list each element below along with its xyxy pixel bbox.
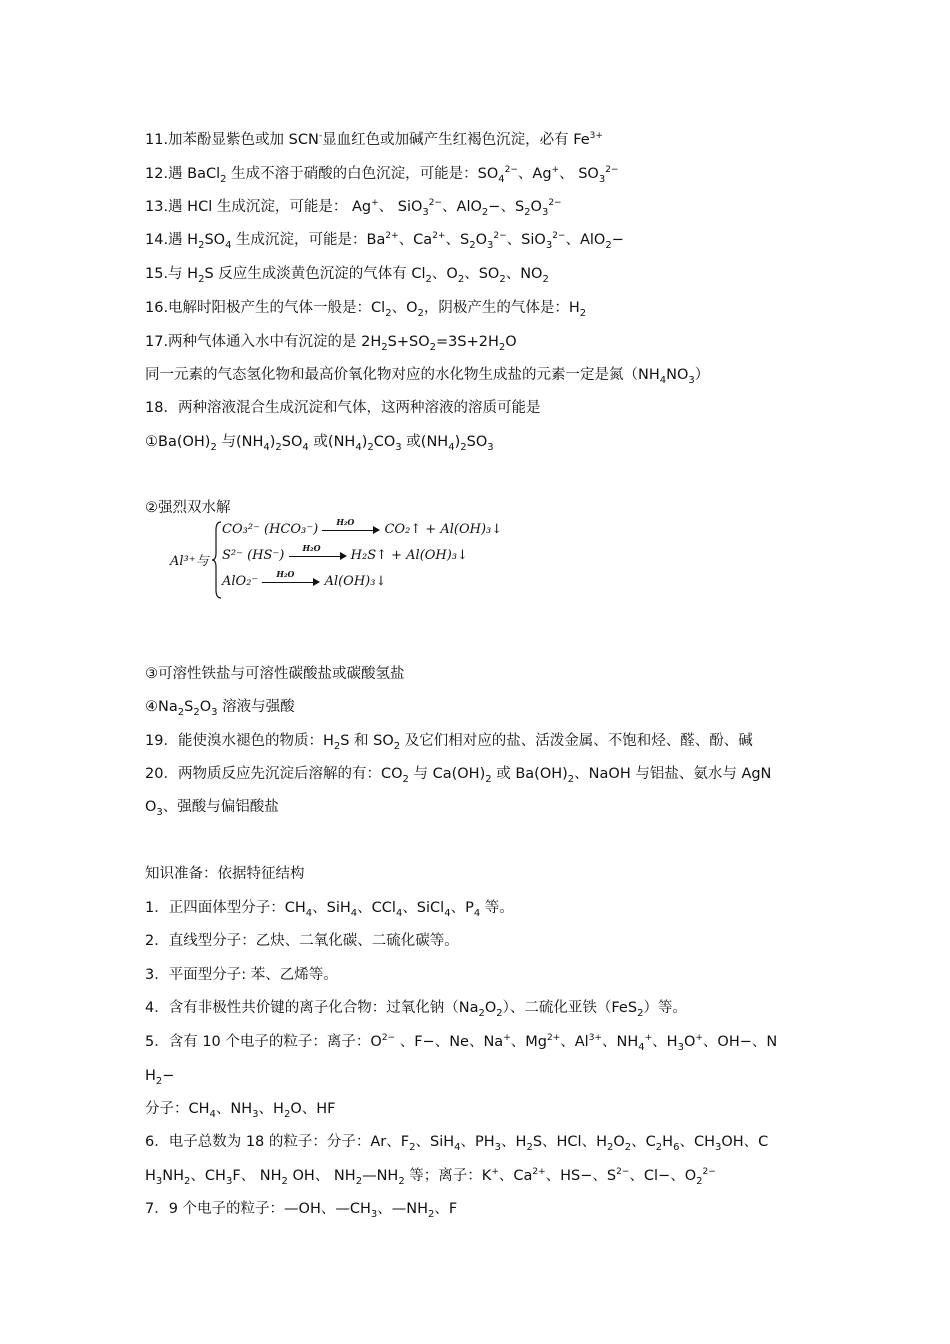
superscript: + bbox=[491, 1167, 499, 1177]
subscript: 4 bbox=[395, 908, 403, 919]
text-segment: ) bbox=[361, 434, 368, 450]
text-segment: 、NH bbox=[215, 1101, 253, 1117]
text-segment: 、SiH bbox=[312, 900, 351, 916]
subscript: 2 bbox=[460, 442, 467, 453]
text-segment: 、 SiO bbox=[378, 199, 423, 215]
subscript: 4 bbox=[263, 442, 270, 453]
subscript: 3 bbox=[714, 1142, 722, 1153]
text-line-l20b bbox=[145, 797, 279, 819]
subscript: 4 bbox=[305, 908, 313, 919]
text-segment: 11.加苯酚显紫色或加 SCN bbox=[145, 132, 319, 148]
text-line-k5 bbox=[145, 1032, 777, 1054]
text-line-l18c bbox=[145, 664, 405, 684]
text-line-l12 bbox=[145, 164, 618, 186]
subscript: 2 bbox=[283, 1109, 291, 1120]
equation-lead: Al³⁺与 bbox=[170, 554, 209, 569]
text-segment: 知识准备：依据特征结构 bbox=[145, 866, 305, 882]
subscript: 2 bbox=[524, 207, 531, 218]
text-segment: 5．含有 10 个电子的粒子：离子：O bbox=[145, 1034, 382, 1050]
subscript: 3 bbox=[156, 807, 163, 818]
subscript: 4 bbox=[350, 908, 358, 919]
product: CO₂↑ + Al(OH)₃↓ bbox=[384, 522, 503, 537]
text-line-l18b bbox=[145, 498, 231, 518]
text-segment: 、Ca bbox=[498, 1168, 533, 1184]
text-segment: H bbox=[145, 1168, 156, 1184]
superscript: 2− bbox=[616, 1167, 630, 1177]
text-segment: 、NH bbox=[601, 1034, 639, 1050]
text-segment: CO bbox=[373, 434, 396, 450]
superscript: 2+ bbox=[532, 1167, 546, 1177]
text-segment: O、HF bbox=[290, 1101, 336, 1117]
text-segment: 、H bbox=[652, 1034, 678, 1050]
text-segment: 、SO bbox=[464, 266, 500, 282]
subscript: 3 bbox=[370, 1209, 378, 1220]
text-segment: 6．电子总数为 18 的粒子：分子：Ar、F bbox=[145, 1134, 410, 1150]
text-line-l14 bbox=[145, 230, 624, 252]
text-segment: 、 SO bbox=[559, 166, 599, 182]
text-segment: 、SiO bbox=[506, 232, 546, 248]
text-line-l18a bbox=[145, 432, 494, 454]
text-segment: 、Ca bbox=[398, 232, 433, 248]
text-segment: H bbox=[145, 1068, 156, 1084]
subscript: 2 bbox=[381, 342, 388, 353]
text-segment: O bbox=[475, 232, 487, 248]
text-line-l18 bbox=[145, 398, 540, 418]
subscript: 2 bbox=[275, 442, 282, 453]
text-segment: ②强烈双水解 bbox=[145, 500, 231, 516]
subscript: 4 bbox=[448, 442, 455, 453]
text-segment: 、NaOH 与铝盐、氨水与 AgN bbox=[574, 766, 772, 782]
subscript: 3 bbox=[395, 442, 402, 453]
subscript: 3 bbox=[252, 1109, 259, 1120]
text-segment: 1．正四面体型分子：CH bbox=[145, 900, 306, 916]
text-segment: 、Ag bbox=[517, 166, 552, 182]
subscript: 2 bbox=[429, 342, 437, 353]
text-segment: 生成沉淀，可能是：Ba bbox=[231, 232, 386, 248]
subscript: 2 bbox=[567, 774, 575, 785]
text-segment: 、H bbox=[258, 1101, 284, 1117]
text-segment: 生成不溶于硝酸的白色沉淀，可能是：SO bbox=[226, 166, 499, 182]
subscript: 2 bbox=[607, 1142, 614, 1153]
text-line-l17 bbox=[145, 332, 517, 354]
subscript: 6 bbox=[673, 1142, 680, 1153]
text-line-k6b bbox=[145, 1166, 716, 1188]
superscript: 2− bbox=[548, 198, 562, 208]
subscript: 2 bbox=[367, 442, 374, 453]
product: H₂S↑ + Al(OH)₃↓ bbox=[350, 548, 468, 563]
text-line-l16 bbox=[145, 298, 586, 320]
text-segment: O bbox=[199, 699, 212, 715]
subscript: 2 bbox=[485, 774, 492, 785]
subscript: 2 bbox=[393, 741, 401, 752]
text-segment: O bbox=[683, 1034, 696, 1050]
superscript: 2+ bbox=[385, 231, 399, 241]
subscript: 2 bbox=[624, 1142, 632, 1153]
text-line-l11 bbox=[145, 130, 603, 152]
subscript: 4 bbox=[302, 442, 309, 453]
text-line-k1 bbox=[145, 898, 514, 920]
equation-row bbox=[222, 568, 387, 589]
text-segment: H bbox=[662, 1134, 674, 1150]
text-segment: 、O bbox=[391, 300, 418, 316]
text-segment: 、O bbox=[431, 266, 458, 282]
superscript: 2− bbox=[493, 231, 507, 241]
text-segment: − bbox=[162, 1068, 175, 1084]
arrow-icon: H₂O bbox=[289, 550, 347, 562]
subscript: 4 bbox=[473, 908, 481, 919]
subscript: 3 bbox=[494, 1142, 502, 1153]
text-line-k4 bbox=[145, 998, 687, 1020]
text-segment: S bbox=[184, 699, 194, 715]
text-segment: −、S bbox=[488, 199, 525, 215]
text-segment: 13.遇 HCl 生成沉淀，可能是： Ag bbox=[145, 199, 372, 215]
superscript: 2− bbox=[428, 198, 443, 208]
subscript: 3 bbox=[545, 240, 553, 251]
superscript: 2+ bbox=[546, 1033, 561, 1043]
text-segment: 、AlO bbox=[565, 232, 606, 248]
text-segment: 15.与 H bbox=[145, 266, 199, 282]
text-segment: ，阴极产生的气体是：H bbox=[423, 300, 580, 316]
subscript: 2 bbox=[655, 1142, 663, 1153]
subscript: 2 bbox=[220, 174, 227, 185]
text-segment: ）、二硫化亚铁（FeS bbox=[502, 1000, 638, 1016]
text-segment: 、HS−、S bbox=[545, 1168, 617, 1184]
subscript: 2 bbox=[402, 774, 409, 785]
text-segment: F、 NH bbox=[232, 1168, 282, 1184]
text-segment: 3．平面型分子: 苯、乙烯等。 bbox=[145, 967, 338, 983]
reactant: AlO₂⁻ bbox=[222, 574, 259, 589]
text-segment: 18．两种溶液混合生成沉淀和气体，这两种溶液的溶质可能是 bbox=[145, 400, 541, 416]
subscript: 2 bbox=[696, 1176, 703, 1187]
text-segment: SO bbox=[466, 434, 488, 450]
subscript: 2 bbox=[499, 274, 506, 285]
text-segment: 或(NH bbox=[308, 434, 356, 450]
subscript: 2 bbox=[355, 1176, 363, 1187]
text-line-k0 bbox=[145, 864, 305, 884]
superscript: 2− bbox=[552, 231, 566, 241]
text-segment: 7．9 个电子的粒子：—OH、—CH bbox=[145, 1201, 371, 1217]
text-segment: O bbox=[505, 334, 517, 350]
text-segment: 与 Ca(OH) bbox=[408, 766, 486, 782]
text-segment: SO bbox=[281, 434, 303, 450]
text-segment: 、Mg bbox=[510, 1034, 547, 1050]
text-line-l13 bbox=[145, 197, 562, 219]
subscript: 2 bbox=[425, 274, 432, 285]
equation-row bbox=[222, 516, 503, 537]
text-segment: 、P bbox=[450, 900, 474, 916]
text-line-l18d bbox=[145, 697, 295, 719]
superscript: 2− bbox=[381, 1033, 396, 1043]
superscript: 3+ bbox=[589, 131, 603, 141]
text-segment: 同一元素的气态氢化物和最高价氧化物对应的水化物生成盐的元素一定是氮（NH bbox=[145, 367, 660, 383]
text-segment: 19．能使溴水褪色的物质：H bbox=[145, 733, 334, 749]
text-line-k2 bbox=[145, 931, 459, 951]
text-segment: NO bbox=[666, 367, 689, 383]
subscript: 3 bbox=[225, 1176, 233, 1187]
text-segment: 、Cl−、O bbox=[629, 1168, 697, 1184]
text-segment: =3S+2H bbox=[436, 334, 499, 350]
superscript: 2− bbox=[504, 165, 518, 175]
text-segment: 、—NH bbox=[377, 1201, 429, 1217]
subscript: 2 bbox=[469, 240, 476, 251]
arrow-icon: H₂O bbox=[322, 524, 380, 536]
text-line-k5c bbox=[145, 1099, 335, 1121]
text-segment: 与(NH bbox=[216, 434, 264, 450]
subscript: 2 bbox=[281, 1176, 288, 1187]
text-segment: ) bbox=[454, 434, 461, 450]
subscript: 2 bbox=[177, 707, 185, 718]
subscript: 4 bbox=[638, 1042, 645, 1053]
superscript: 3+ bbox=[588, 1033, 602, 1043]
text-segment: 或 Ba(OH) bbox=[491, 766, 568, 782]
text-segment: 、S bbox=[445, 232, 470, 248]
subscript: 2 bbox=[457, 274, 465, 285]
text-segment: OH、 NH bbox=[287, 1168, 356, 1184]
text-segment: 、AlO bbox=[442, 199, 482, 215]
subscript: 2 bbox=[198, 274, 205, 285]
text-segment: ）等。 bbox=[643, 1000, 687, 1016]
subscript: 2 bbox=[481, 207, 489, 218]
subscript: 3 bbox=[155, 1176, 163, 1187]
text-segment: 显血红色或加碱产生红褐色沉淀，必有 Fe bbox=[322, 132, 590, 148]
text-line-k3 bbox=[145, 965, 338, 985]
text-segment: O bbox=[613, 1134, 625, 1150]
subscript: 2 bbox=[498, 342, 506, 353]
text-segment: S+SO bbox=[387, 334, 430, 350]
text-segment: 等；离子：K bbox=[404, 1168, 492, 1184]
subscript: 2 bbox=[385, 308, 392, 319]
text-segment: 、Al bbox=[560, 1034, 589, 1050]
text-line-l19 bbox=[145, 731, 753, 753]
subscript: 2 bbox=[184, 1176, 191, 1187]
text-segment: SO bbox=[204, 232, 226, 248]
text-segment: 、强酸与偏铝酸盐 bbox=[162, 799, 279, 815]
subscript: 3 bbox=[487, 442, 494, 453]
subscript: 3 bbox=[688, 375, 695, 386]
subscript: 4 bbox=[225, 240, 232, 251]
subscript: 4 bbox=[444, 908, 451, 919]
subscript: 2 bbox=[333, 741, 341, 752]
subscript: 4 bbox=[498, 174, 505, 185]
subscript: 4 bbox=[659, 375, 667, 386]
text-segment: O bbox=[530, 199, 542, 215]
reactant: S²⁻ (HS⁻) bbox=[222, 548, 285, 563]
product: Al(OH)₃↓ bbox=[324, 574, 387, 589]
text-segment: 分子：CH bbox=[145, 1101, 210, 1117]
text-segment: ①Ba(OH) bbox=[145, 434, 211, 450]
subscript: 4 bbox=[355, 442, 362, 453]
subscript: 2 bbox=[398, 1176, 405, 1187]
brace-icon bbox=[212, 520, 222, 600]
text-segment: 、SiCl bbox=[402, 900, 445, 916]
text-segment: 、OH−、N bbox=[702, 1034, 778, 1050]
superscript: 2+ bbox=[432, 231, 446, 241]
text-segment: 、PH bbox=[460, 1134, 495, 1150]
subscript: 2 bbox=[155, 1076, 163, 1087]
text-segment: 溶液与强酸 bbox=[217, 699, 295, 715]
text-segment: O bbox=[145, 799, 157, 815]
text-line-k7 bbox=[145, 1199, 457, 1221]
text-segment: 等。 bbox=[480, 900, 514, 916]
subscript: 2 bbox=[198, 240, 205, 251]
superscript: 2− bbox=[702, 1167, 716, 1177]
subscript: 3 bbox=[487, 240, 494, 251]
text-segment: —NH bbox=[362, 1168, 399, 1184]
subscript: 3 bbox=[422, 207, 429, 218]
text-line-l20 bbox=[145, 764, 771, 786]
text-segment: ） bbox=[694, 367, 710, 383]
subscript: 2 bbox=[542, 274, 549, 285]
superscript: + bbox=[644, 1033, 653, 1043]
subscript: 3 bbox=[211, 707, 218, 718]
text-segment: OH、C bbox=[721, 1134, 769, 1150]
subscript: 2 bbox=[428, 1209, 435, 1220]
text-segment: 、CH bbox=[190, 1168, 226, 1184]
text-segment: 、CH bbox=[679, 1134, 715, 1150]
text-segment: 20．两物质反应先沉淀后溶解的有：CO bbox=[145, 766, 403, 782]
text-segment: 12.遇 BaCl bbox=[145, 166, 221, 182]
text-segment: 或(NH bbox=[401, 434, 449, 450]
subscript: 2 bbox=[417, 308, 424, 319]
text-segment: 、F bbox=[434, 1201, 458, 1217]
text-segment: 17.两种气体通入水中有沉淀的是 2H bbox=[145, 334, 382, 350]
text-segment: ③可溶性铁盐与可溶性碳酸盐或碳酸氢盐 bbox=[145, 666, 405, 682]
text-line-l15 bbox=[145, 264, 549, 286]
text-segment: 、H bbox=[501, 1134, 527, 1150]
subscript: 2 bbox=[605, 240, 612, 251]
reactant: CO₃²⁻ (HCO₃⁻) bbox=[222, 522, 319, 537]
subscript: 2 bbox=[637, 1008, 644, 1019]
text-segment: O bbox=[484, 1000, 497, 1016]
text-segment: ④Na bbox=[145, 699, 178, 715]
text-segment: − bbox=[611, 232, 624, 248]
text-segment: S 和 SO bbox=[340, 733, 394, 749]
subscript: 2 bbox=[478, 1008, 485, 1019]
text-segment: 、NO bbox=[505, 266, 543, 282]
text-segment: 、CCl bbox=[357, 900, 396, 916]
subscript: 2 bbox=[526, 1142, 533, 1153]
superscript: + bbox=[503, 1033, 511, 1043]
text-segment: S 反应生成淡黄色沉淀的气体有 Cl bbox=[204, 266, 426, 282]
superscript: + bbox=[695, 1033, 703, 1043]
text-segment: S、HCl、H bbox=[532, 1134, 607, 1150]
text-line-k6 bbox=[145, 1132, 768, 1154]
subscript: 2 bbox=[210, 442, 217, 453]
text-segment: 4．含有非极性共价键的离子化合物：过氧化钠（Na bbox=[145, 1000, 479, 1016]
subscript: 3 bbox=[677, 1042, 684, 1053]
subscript: 2 bbox=[193, 707, 200, 718]
equation-row bbox=[222, 542, 468, 563]
superscript: - bbox=[318, 131, 323, 141]
text-segment: 、SiH bbox=[415, 1134, 455, 1150]
text-segment: NH bbox=[162, 1168, 185, 1184]
text-line-l17b bbox=[145, 365, 709, 387]
superscript: + bbox=[371, 198, 379, 208]
subscript: 4 bbox=[209, 1109, 216, 1120]
superscript: 2− bbox=[605, 165, 619, 175]
subscript: 3 bbox=[598, 174, 606, 185]
hydrolysis-equations bbox=[170, 516, 503, 602]
text-segment: 14.遇 H bbox=[145, 232, 199, 248]
subscript: 2 bbox=[409, 1142, 416, 1153]
text-segment: 2．直线型分子：乙炔、二氧化碳、二硫化碳等。 bbox=[145, 933, 459, 949]
subscript: 2 bbox=[579, 308, 587, 319]
subscript: 3 bbox=[541, 207, 549, 218]
subscript: 2 bbox=[496, 1008, 503, 1019]
text-segment: 16.电解时阳极产生的气体一般是：Cl bbox=[145, 300, 386, 316]
text-segment: 、C bbox=[631, 1134, 656, 1150]
text-segment: ) bbox=[269, 434, 276, 450]
arrow-icon: H₂O bbox=[262, 576, 320, 588]
subscript: 4 bbox=[454, 1142, 461, 1153]
text-segment: 及它们相对应的盐、活泼金属、不饱和烃、醛、酚、碱 bbox=[400, 733, 753, 749]
text-line-k5b bbox=[145, 1066, 174, 1088]
text-segment: 、F−、Ne、Na bbox=[395, 1034, 504, 1050]
superscript: + bbox=[551, 165, 560, 175]
